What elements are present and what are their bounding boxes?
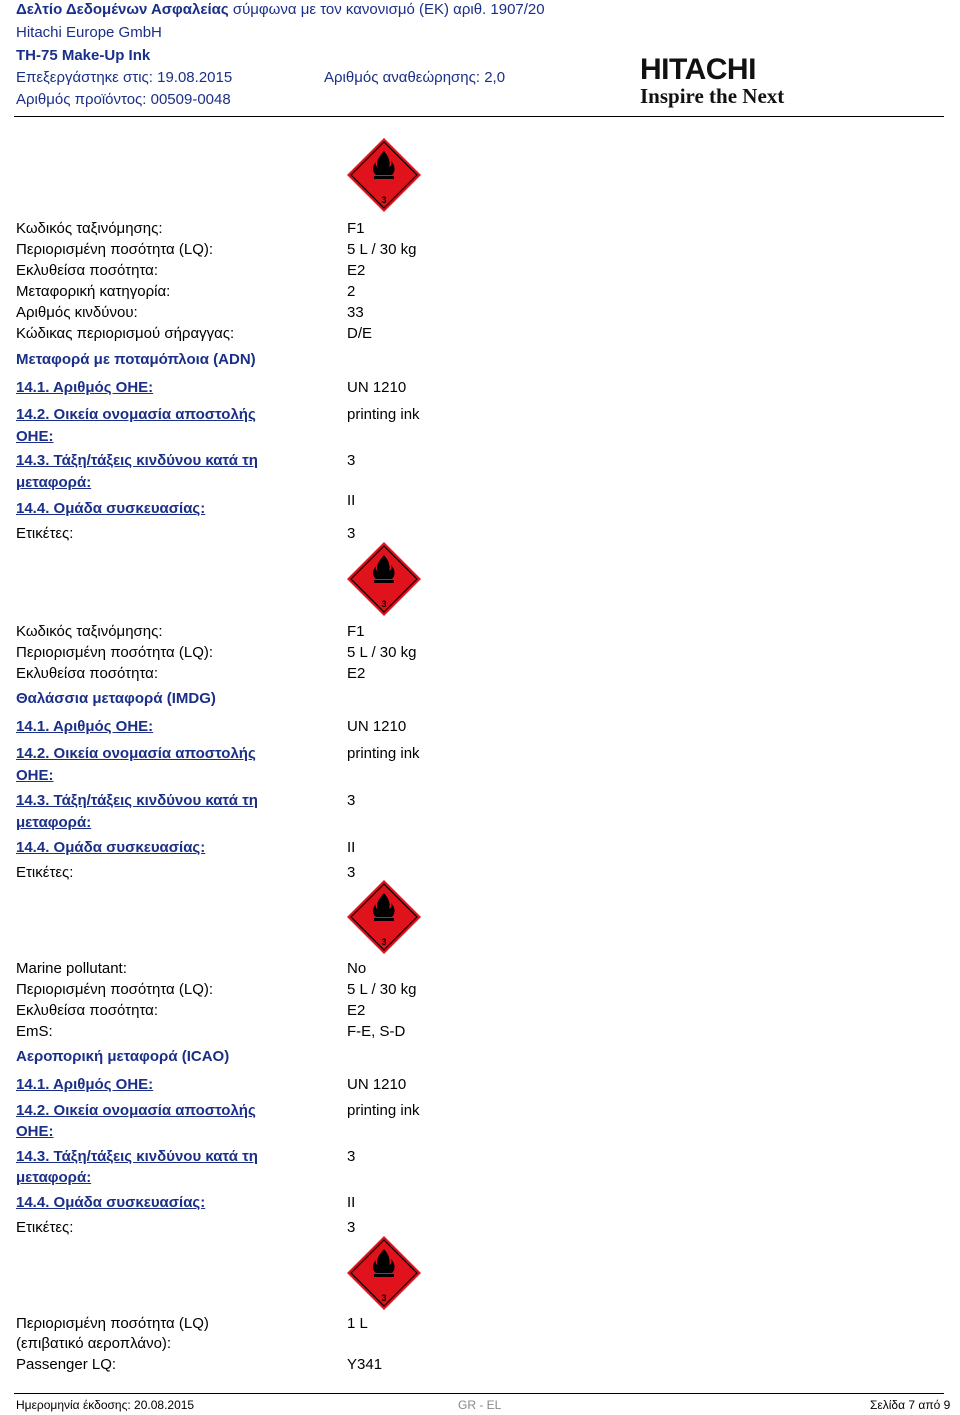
adn-class-label: 14.3. Τάξη/τάξεις κινδύνου κατά τη (16, 452, 258, 469)
product-number: Αριθμός προϊόντος: 00509-0048 (16, 91, 231, 108)
icao-row-label-cont: (επιβατικό αεροπλάνο): (16, 1335, 172, 1352)
logo-tagline: Inspire the Next (640, 84, 785, 108)
imdg-class-label-cont: μεταφορά: (16, 814, 92, 831)
adn-row-label: Κωδικός ταξινόμησης: (16, 623, 163, 640)
icao-row-label: Περιορισμένη ποσότητα (LQ) (16, 1315, 209, 1332)
flammable-hazard-icon (346, 1235, 422, 1311)
road-row-label: Εκλυθείσα ποσότητα: (16, 262, 158, 279)
imdg-row-label: Εκλυθείσα ποσότητα: (16, 1002, 158, 1019)
header-divider (14, 116, 944, 117)
icao-class-value: 3 (347, 1148, 356, 1165)
imdg-name-label: 14.2. Οικεία ονομασία αποστολής (16, 745, 256, 762)
imdg-labels-label: Ετικέτες: (16, 864, 74, 881)
imdg-labels-value: 3 (347, 864, 356, 881)
road-row-label: Μεταφορική κατηγορία: (16, 283, 171, 300)
imdg-section-title: Θαλάσσια μεταφορά (IMDG) (16, 690, 216, 707)
imdg-class-label: 14.3. Τάξη/τάξεις κινδύνου κατά τη (16, 792, 258, 809)
road-row-label: Κωδικός ταξινόμησης: (16, 220, 163, 237)
imdg-group-value: II (347, 839, 356, 856)
icao-name-label: 14.2. Οικεία ονομασία αποστολής (16, 1102, 256, 1119)
document-title-suffix: σύμφωνα με τον κανονισμό (ΕΚ) αριθ. 1907/20 (232, 1, 545, 18)
adn-name-label: 14.2. Οικεία ονομασία αποστολής (16, 406, 256, 423)
svg-text:3: 3 (381, 937, 387, 947)
imdg-row-label: Marine pollutant: (16, 960, 127, 977)
icao-class-label: 14.3. Τάξη/τάξεις κινδύνου κατά τη (16, 1148, 258, 1165)
adn-row-value: 5 L / 30 kg (347, 644, 417, 661)
adn-class-value: 3 (347, 452, 356, 469)
product-name: TH-75 Make-Up Ink (16, 47, 151, 64)
icao-group-label: 14.4. Ομάδα συσκευασίας: (16, 1194, 206, 1211)
road-row-value: 5 L / 30 kg (347, 241, 417, 258)
imdg-row-value: F-E, S-D (347, 1023, 406, 1040)
icao-class-label-cont: μεταφορά: (16, 1169, 92, 1186)
imdg-row-value: E2 (347, 1002, 366, 1019)
adn-un-label: 14.1. Αριθμός ΟΗΕ: (16, 379, 154, 396)
flammable-hazard-icon (346, 137, 422, 213)
road-row-value: E2 (347, 262, 366, 279)
logo-brand: HITACHI (640, 53, 756, 86)
road-row-label: Περιορισμένη ποσότητα (LQ): (16, 241, 214, 258)
svg-text:3: 3 (381, 1293, 387, 1303)
adn-name-value: printing ink (347, 406, 420, 423)
adn-labels-label: Ετικέτες: (16, 525, 74, 542)
imdg-un-label: 14.1. Αριθμός ΟΗΕ: (16, 718, 154, 735)
imdg-un-value: UN 1210 (347, 718, 407, 735)
road-row-value: D/E (347, 325, 373, 342)
icao-row-value: Y341 (347, 1356, 383, 1373)
language-code: GR - EL (458, 1398, 502, 1412)
imdg-row-label: Περιορισμένη ποσότητα (LQ): (16, 981, 214, 998)
hitachi-logo (640, 53, 850, 108)
document-title (16, 1, 545, 18)
issue-date: Ημερομηνία έκδοσης: 20.08.2015 (16, 1398, 195, 1412)
flammable-hazard-icon (346, 541, 422, 617)
adn-name-label-cont: ΟΗΕ: (16, 428, 54, 445)
imdg-row-value: No (347, 960, 367, 977)
icao-labels-value: 3 (347, 1219, 356, 1236)
icao-name-label-cont: ΟΗΕ: (16, 1123, 54, 1140)
imdg-class-value: 3 (347, 792, 356, 809)
company-name: Hitachi Europe GmbH (16, 24, 162, 41)
road-row-value: 2 (347, 283, 356, 300)
imdg-name-label-cont: ΟΗΕ: (16, 767, 54, 784)
imdg-row-value: 5 L / 30 kg (347, 981, 417, 998)
icao-labels-label: Ετικέτες: (16, 1219, 74, 1236)
road-row-label: Αριθμός κινδύνου: (16, 304, 138, 321)
imdg-name-value: printing ink (347, 745, 420, 762)
adn-row-value: E2 (347, 665, 366, 682)
road-row-value: F1 (347, 220, 365, 237)
adn-section-title: Μεταφορά με ποταμόπλοια (ADN) (16, 351, 256, 368)
icao-un-label: 14.1. Αριθμός ΟΗΕ: (16, 1076, 154, 1093)
icao-row-label: Passenger LQ: (16, 1356, 117, 1373)
icao-section-title: Αεροπορική μεταφορά (ICAO) (16, 1048, 230, 1065)
icao-group-value: II (347, 1194, 356, 1211)
svg-text:3: 3 (381, 599, 387, 609)
document-title-main: Δελτίο Δεδομένων Ασφαλείας (16, 1, 229, 18)
adn-row-value: F1 (347, 623, 365, 640)
adn-row-label: Εκλυθείσα ποσότητα: (16, 665, 158, 682)
imdg-group-label: 14.4. Ομάδα συσκευασίας: (16, 839, 206, 856)
road-row-value: 33 (347, 304, 364, 321)
adn-group-label: 14.4. Ομάδα συσκευασίας: (16, 500, 206, 517)
road-row-label: Κώδικας περιορισμού σήραγγας: (16, 325, 235, 342)
adn-class-label-cont: μεταφορά: (16, 474, 92, 491)
adn-un-value: UN 1210 (347, 379, 407, 396)
adn-labels-value: 3 (347, 525, 356, 542)
page-number: Σελίδα 7 από 9 (870, 1398, 951, 1412)
icao-row-value: 1 L (347, 1315, 368, 1332)
icao-name-value: printing ink (347, 1102, 420, 1119)
revision-number: Αριθμός αναθεώρησης: 2,0 (324, 69, 506, 86)
flammable-hazard-icon (346, 879, 422, 955)
icao-un-value: UN 1210 (347, 1076, 407, 1093)
adn-row-label: Περιορισμένη ποσότητα (LQ): (16, 644, 214, 661)
imdg-row-label: EmS: (16, 1023, 53, 1040)
svg-text:3: 3 (381, 195, 387, 205)
footer-divider (14, 1393, 944, 1394)
adn-group-value: II (347, 492, 356, 509)
processed-date: Επεξεργάστηκε στις: 19.08.2015 (16, 69, 233, 86)
